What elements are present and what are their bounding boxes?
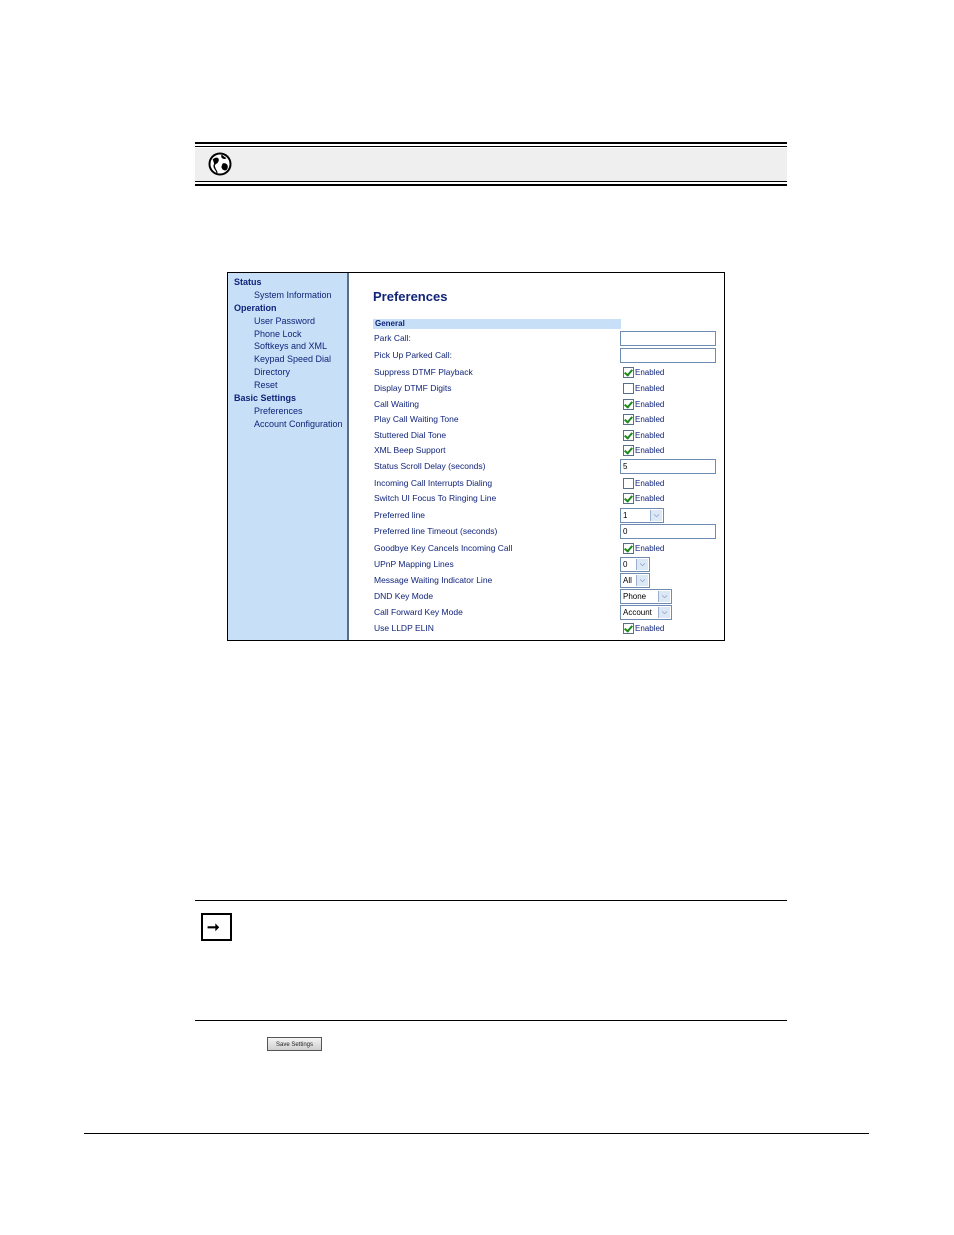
settings-row bbox=[349, 573, 724, 588]
setting-text-input[interactable]: 5 bbox=[620, 459, 716, 474]
globe-icon bbox=[208, 152, 232, 176]
chevron-down-icon[interactable]: ⌵ bbox=[650, 510, 662, 521]
checkbox-label: Enabled bbox=[635, 446, 665, 455]
setting-label: Stuttered Dial Tone bbox=[374, 430, 447, 440]
settings-row bbox=[349, 459, 724, 474]
settings-row bbox=[349, 589, 724, 604]
settings-row bbox=[349, 541, 724, 556]
settings-row bbox=[349, 605, 724, 620]
chevron-down-icon[interactable]: ⌵ bbox=[658, 607, 670, 618]
setting-text-input[interactable] bbox=[620, 331, 716, 346]
setting-checkbox[interactable] bbox=[623, 383, 634, 394]
note-top-rule bbox=[195, 900, 787, 901]
note-bottom-rule bbox=[195, 1020, 787, 1021]
chevron-down-icon[interactable]: ⌵ bbox=[636, 575, 648, 586]
section-header-general: General bbox=[373, 319, 621, 329]
setting-text-input[interactable] bbox=[620, 348, 716, 363]
checkbox-label: Enabled bbox=[635, 544, 665, 553]
setting-label: UPnP Mapping Lines bbox=[374, 559, 454, 569]
setting-label: Use LLDP ELIN bbox=[374, 623, 434, 633]
nav-operation[interactable]: Operation bbox=[234, 303, 277, 313]
setting-label: Message Waiting Indicator Line bbox=[374, 575, 493, 585]
settings-row bbox=[349, 524, 724, 539]
settings-row bbox=[349, 621, 724, 636]
select-value: 0 bbox=[623, 560, 628, 569]
setting-checkbox[interactable] bbox=[623, 399, 634, 410]
setting-select[interactable] bbox=[620, 557, 650, 572]
settings-row bbox=[349, 381, 724, 396]
nav-phone-lock[interactable]: Phone Lock bbox=[254, 329, 302, 339]
setting-checkbox[interactable] bbox=[623, 493, 634, 504]
nav-directory[interactable]: Directory bbox=[254, 367, 291, 377]
settings-row bbox=[349, 331, 724, 346]
nav-preferences[interactable]: Preferences bbox=[254, 406, 303, 416]
select-value: Phone bbox=[623, 592, 647, 601]
setting-checkbox[interactable] bbox=[623, 623, 634, 634]
setting-checkbox[interactable] bbox=[623, 445, 634, 456]
preferences-screenshot bbox=[227, 272, 725, 641]
setting-label: DND Key Mode bbox=[374, 591, 434, 601]
settings-row bbox=[349, 397, 724, 412]
page-title: Preferences bbox=[373, 289, 448, 304]
chevron-down-icon[interactable]: ⌵ bbox=[658, 591, 670, 602]
setting-label: Goodbye Key Cancels Incoming Call bbox=[374, 543, 513, 553]
nav-softkeys-xml[interactable]: Softkeys and XML bbox=[254, 341, 328, 351]
settings-row bbox=[349, 365, 724, 380]
nav-keypad-speed-dial[interactable]: Keypad Speed Dial bbox=[254, 354, 332, 364]
setting-checkbox[interactable] bbox=[623, 414, 634, 425]
setting-label: Preferred line Timeout (seconds) bbox=[374, 526, 498, 536]
settings-row bbox=[349, 491, 724, 506]
arrow-right-icon bbox=[201, 913, 232, 941]
settings-row bbox=[349, 412, 724, 427]
setting-select[interactable] bbox=[620, 589, 672, 604]
settings-row bbox=[349, 557, 724, 572]
nav-account-configuration[interactable]: Account Configuration bbox=[254, 419, 343, 429]
setting-label: XML Beep Support bbox=[374, 445, 446, 455]
setting-label: Display DTMF Digits bbox=[374, 383, 452, 393]
note-arrow-glyph: ➞ bbox=[207, 919, 220, 936]
setting-label: Pick Up Parked Call: bbox=[374, 350, 452, 360]
setting-select[interactable] bbox=[620, 605, 672, 620]
checkbox-label: Enabled bbox=[635, 624, 665, 633]
setting-label: Incoming Call Interrupts Dialing bbox=[374, 478, 493, 488]
setting-label: Status Scroll Delay (seconds) bbox=[374, 461, 486, 471]
checkbox-label: Enabled bbox=[635, 368, 665, 377]
checkbox-label: Enabled bbox=[635, 415, 665, 424]
nav-user-password[interactable]: User Password bbox=[254, 316, 316, 326]
select-value: Account bbox=[623, 608, 652, 617]
setting-label: Park Call: bbox=[374, 333, 411, 343]
main-panel bbox=[349, 273, 724, 640]
setting-label: Call Waiting bbox=[374, 399, 420, 409]
setting-select[interactable] bbox=[620, 508, 664, 523]
select-value: All bbox=[623, 576, 632, 585]
setting-label: Suppress DTMF Playback bbox=[374, 367, 473, 377]
checkbox-label: Enabled bbox=[635, 400, 665, 409]
sidebar-nav bbox=[228, 273, 349, 640]
setting-checkbox[interactable] bbox=[623, 478, 634, 489]
settings-row bbox=[349, 428, 724, 443]
select-value: 1 bbox=[623, 511, 628, 520]
nav-basic-settings[interactable]: Basic Settings bbox=[234, 393, 297, 403]
setting-checkbox[interactable] bbox=[623, 543, 634, 554]
checkbox-label: Enabled bbox=[635, 431, 665, 440]
nav-status[interactable]: Status bbox=[234, 277, 262, 287]
setting-label: Call Forward Key Mode bbox=[374, 607, 463, 617]
save-settings-button[interactable]: Save Settings bbox=[267, 1037, 322, 1051]
settings-row bbox=[349, 476, 724, 491]
setting-checkbox[interactable] bbox=[623, 367, 634, 378]
web-ui-banner bbox=[195, 142, 787, 188]
setting-label: Play Call Waiting Tone bbox=[374, 414, 459, 424]
setting-text-input[interactable]: 0 bbox=[620, 524, 716, 539]
checkbox-label: Enabled bbox=[635, 479, 665, 488]
settings-row bbox=[349, 348, 724, 363]
setting-checkbox[interactable] bbox=[623, 430, 634, 441]
nav-system-information[interactable]: System Information bbox=[254, 290, 332, 300]
footer-rule bbox=[84, 1133, 869, 1134]
settings-row bbox=[349, 508, 724, 523]
checkbox-label: Enabled bbox=[635, 494, 665, 503]
setting-label: Preferred line bbox=[374, 510, 426, 520]
checkbox-label: Enabled bbox=[635, 384, 665, 393]
settings-row bbox=[349, 443, 724, 458]
setting-label: Switch UI Focus To Ringing Line bbox=[374, 493, 497, 503]
setting-select[interactable] bbox=[620, 573, 650, 588]
nav-reset[interactable]: Reset bbox=[254, 380, 278, 390]
chevron-down-icon[interactable]: ⌵ bbox=[636, 559, 648, 570]
